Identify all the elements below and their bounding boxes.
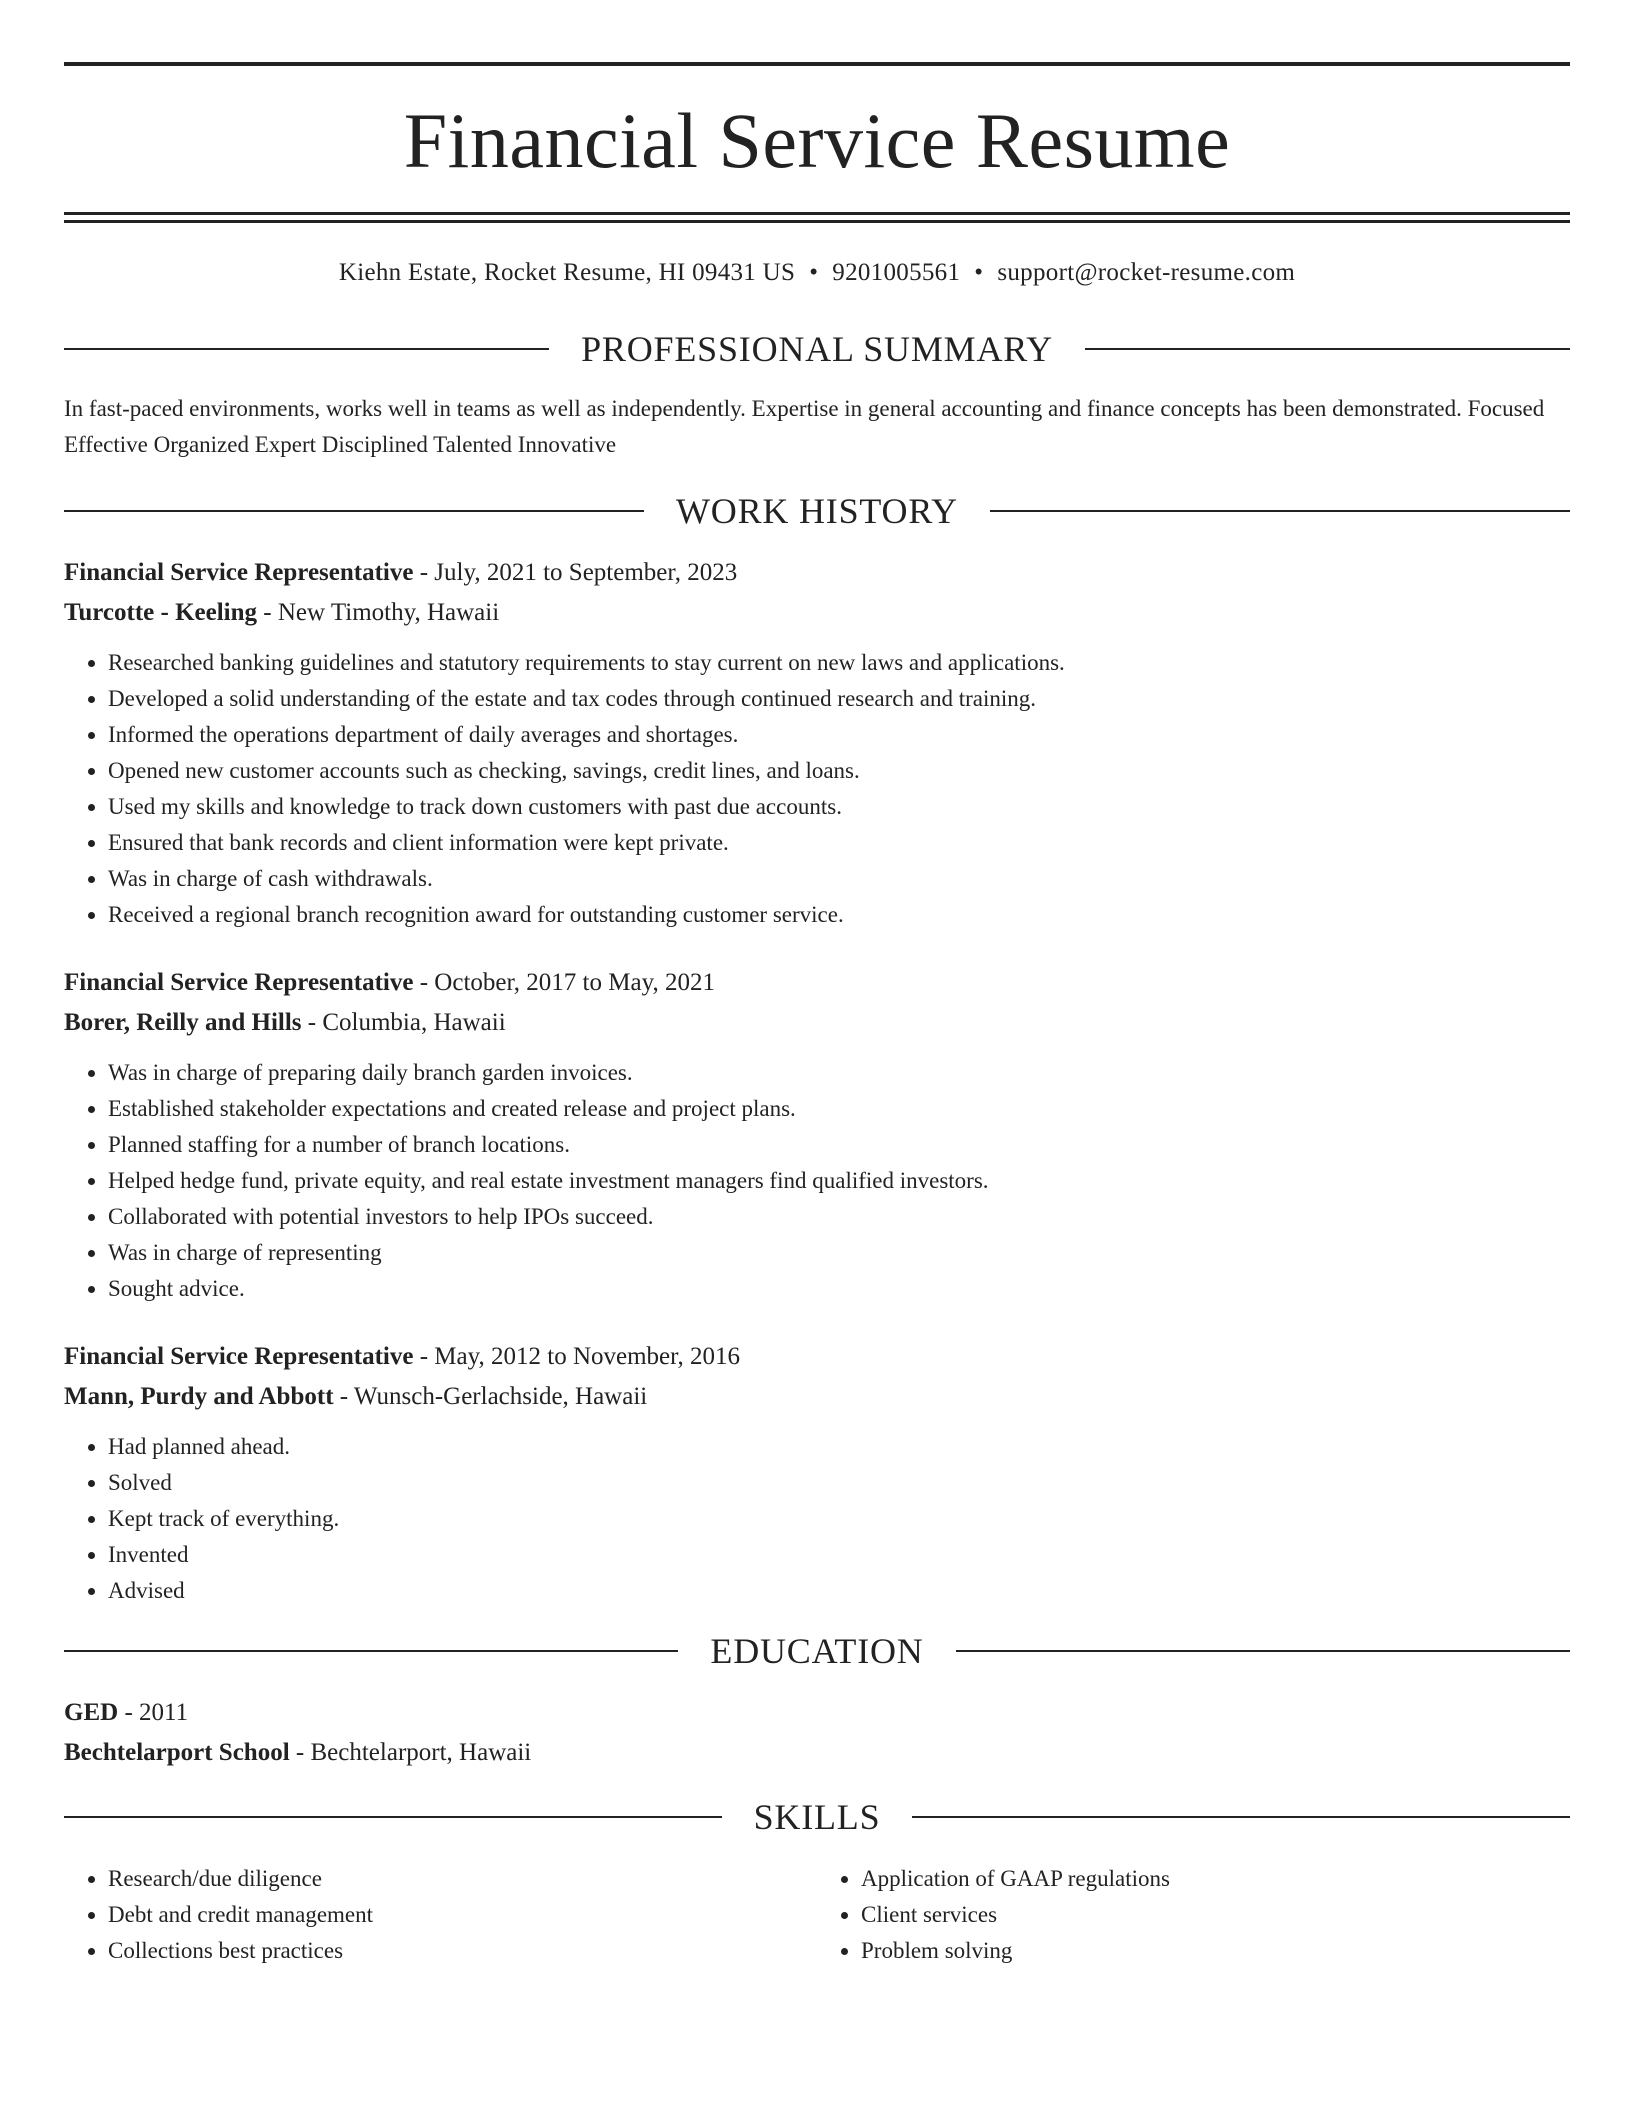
job-company: Mann, Purdy and Abbott [64,1383,334,1410]
skills-column-left [64,1861,817,1969]
section-title: SKILLS [753,1797,881,1837]
skills-columns [64,1861,1570,1969]
job-location: - New Timothy, Hawaii [257,599,500,626]
job-duties [64,1055,1570,1307]
contact-phone: 9201005561 [832,259,961,286]
job-company-line [64,593,1570,633]
duty-item: • Invented [108,1537,1570,1573]
skill-item: • Debt and credit management [108,1897,817,1933]
duty-item: • Established stakeholder expectations and created release and project plans. [108,1091,1570,1127]
divider-line [64,348,549,350]
contact-separator: • [809,259,819,286]
resume-page [64,62,1570,1969]
section-title: WORK HISTORY [676,491,958,531]
divider-line [64,1650,678,1652]
job-duties [64,1429,1570,1609]
top-rule [64,62,1570,66]
divider-line [64,510,644,512]
education-year: - 2011 [118,1699,189,1726]
skill-item: • Collections best practices [108,1933,817,1969]
education-entry [64,1693,1570,1773]
job-company-line [64,1003,1570,1043]
section-heading-work-history [64,493,1570,529]
job-title: Financial Service Representative [64,559,414,586]
duty-item: • Advised [108,1573,1570,1609]
job-dates: - October, 2017 to May, 2021 [413,969,715,996]
duty-item: • Kept track of everything. [108,1501,1570,1537]
job-entry [64,553,1570,933]
duty-item: • Was in charge of representing [108,1235,1570,1271]
divider-line [1085,348,1570,350]
contact-address: Kiehn Estate, Rocket Resume, HI 09431 US [338,259,796,286]
skill-item: • Application of GAAP regulations [861,1861,1570,1897]
duty-item: • Solved [108,1465,1570,1501]
duty-item: • Developed a solid understanding of the estate and tax codes through continued research and training. [108,681,1570,717]
duty-item: • Sought advice. [108,1271,1570,1307]
job-dates: - July, 2021 to September, 2023 [413,559,738,586]
duty-item: • Helped hedge fund, private equity, and real estate investment managers find qualified investors. [108,1163,1570,1199]
section-heading-education [64,1633,1570,1669]
section-heading-summary [64,331,1570,367]
divider-line [990,510,1570,512]
section-title: EDUCATION [710,1631,924,1671]
duty-item: • Was in charge of preparing daily branch garden invoices. [108,1055,1570,1091]
job-entry [64,1337,1570,1609]
job-entry [64,963,1570,1307]
contact-line [64,259,1570,287]
duty-item: • Collaborated with potential investors to help IPOs succeed. [108,1199,1570,1235]
education-school: Bechtelarport School [64,1739,290,1766]
section-title: PROFESSIONAL SUMMARY [581,329,1053,369]
job-company: Borer, Reilly and Hills [64,1009,302,1036]
job-company-line [64,1377,1570,1417]
job-title-line [64,963,1570,1003]
duty-item: • Used my skills and knowledge to track down customers with past due accounts. [108,789,1570,825]
divider-line [64,1816,722,1818]
duty-item: • Researched banking guidelines and statutory requirements to stay current on new laws and applications. [108,645,1570,681]
job-title: Financial Service Representative [64,969,414,996]
duty-item: • Informed the operations department of daily averages and shortages. [108,717,1570,753]
skill-item: • Client services [861,1897,1570,1933]
contact-separator: • [974,259,984,286]
job-title-line [64,1337,1570,1377]
duty-item: • Had planned ahead. [108,1429,1570,1465]
job-company: Turcotte - Keeling [64,599,258,626]
divider-line [956,1650,1570,1652]
education-degree: GED [64,1699,119,1726]
job-location: - Wunsch-Gerlachside, Hawaii [333,1383,648,1410]
education-degree-line [64,1693,1570,1733]
skill-item: • Research/due diligence [108,1861,817,1897]
divider-line [912,1816,1570,1818]
skills-column-right [817,1861,1570,1969]
duty-item: • Received a regional branch recognition award for outstanding customer service. [108,897,1570,933]
job-title: Financial Service Representative [64,1343,414,1370]
education-school-line [64,1733,1570,1773]
education-location: - Bechtelarport, Hawaii [289,1739,532,1766]
job-duties [64,645,1570,933]
contact-email: support@rocket-resume.com [997,259,1296,286]
job-location: - Columbia, Hawaii [301,1009,506,1036]
resume-title: Financial Service Resume [403,97,1231,184]
title-double-rule [64,212,1570,223]
skill-item: • Problem solving [861,1933,1570,1969]
job-list [64,553,1570,1609]
duty-item: • Was in charge of cash withdrawals. [108,861,1570,897]
job-dates: - May, 2012 to November, 2016 [413,1343,740,1370]
section-heading-skills [64,1799,1570,1835]
job-title-line [64,553,1570,593]
duty-item: • Ensured that bank records and client information were kept private. [108,825,1570,861]
duty-item: • Opened new customer accounts such as checking, savings, credit lines, and loans. [108,753,1570,789]
summary-text: In fast-paced environments, works well in teams as well as independently. Expertise in general accounting and finance concepts has been demonstrated. Focused Effective Organized Expert Disciplined Talented Innovative [64,396,1545,457]
duty-item: • Planned staffing for a number of branch locations. [108,1127,1570,1163]
